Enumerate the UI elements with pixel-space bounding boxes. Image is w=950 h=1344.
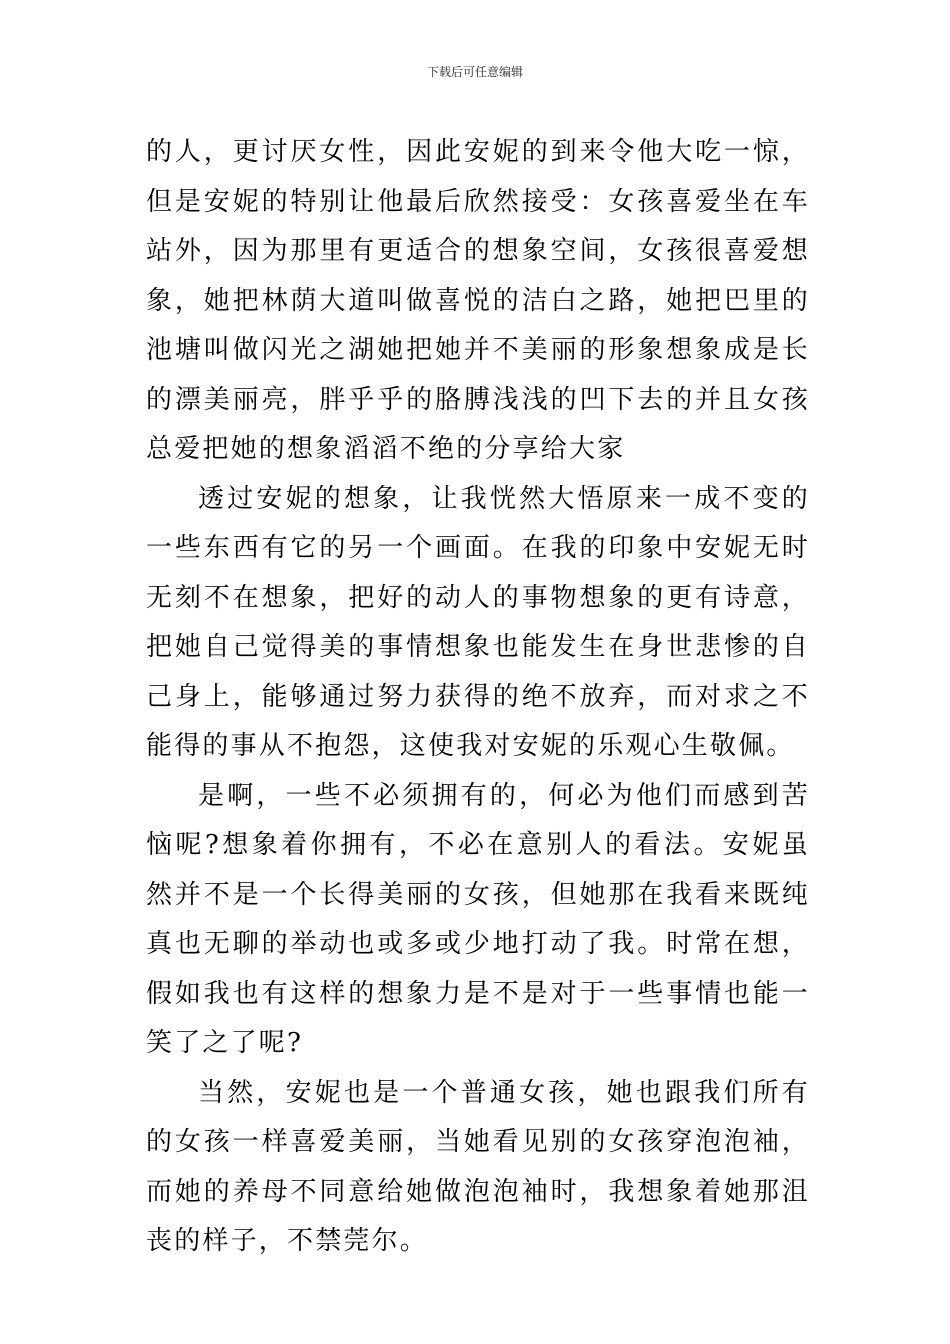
paragraph-2: 透过安妮的想象，让我恍然大悟原来一成不变的一些东西有它的另一个画面。在我的印象中安妮无时无刻不在想象，把好的动人的事物想象的更有诗意，把她自己觉得美的事情想象也能发生在身世悲惨的自己身上，能够通过努力获得的绝不放弃，而对求之不能得的事从不抱怨，这使我对安妮的乐观心生敬佩。 (146, 483, 810, 761)
paragraph-3: 是啊，一些不必须拥有的，何必为他们而感到苦恼呢?想象着你拥有，不必在意别人的看法。安妮虽然并不是一个长得美丽的女孩，但她那在我看来既纯真也无聊的举动也或多或少地打动了我。时常在想，假如我也有这样的想象力是不是对于一些事情也能一笑了之了呢? (146, 780, 810, 1058)
paragraph-1: 的人，更讨厌女性，因此安妮的到来令他大吃一惊，但是安妮的特别让他最后欣然接受：女孩喜爱坐在车站外，因为那里有更适合的想象空间，女孩很喜爱想象，她把林荫大道叫做喜悦的洁白之路，她把巴里的池塘叫做闪光之湖她把她并不美丽的形象想象成是长的漂美丽亮，胖乎乎的胳膊浅浅的凹下去的并且女孩总爱把她的想象滔滔不绝的分享给大家 (146, 137, 810, 464)
document-body (146, 128, 810, 1267)
page-header: 下载后可任意编辑 (426, 65, 523, 79)
paragraph-4: 当然，安妮也是一个普通女孩，她也跟我们所有的女孩一样喜爱美丽，当她看见别的女孩穿泡泡袖，而她的养母不同意给她做泡泡袖时，我想象着她那沮丧的样子，不禁莞尔。 (146, 1077, 810, 1256)
